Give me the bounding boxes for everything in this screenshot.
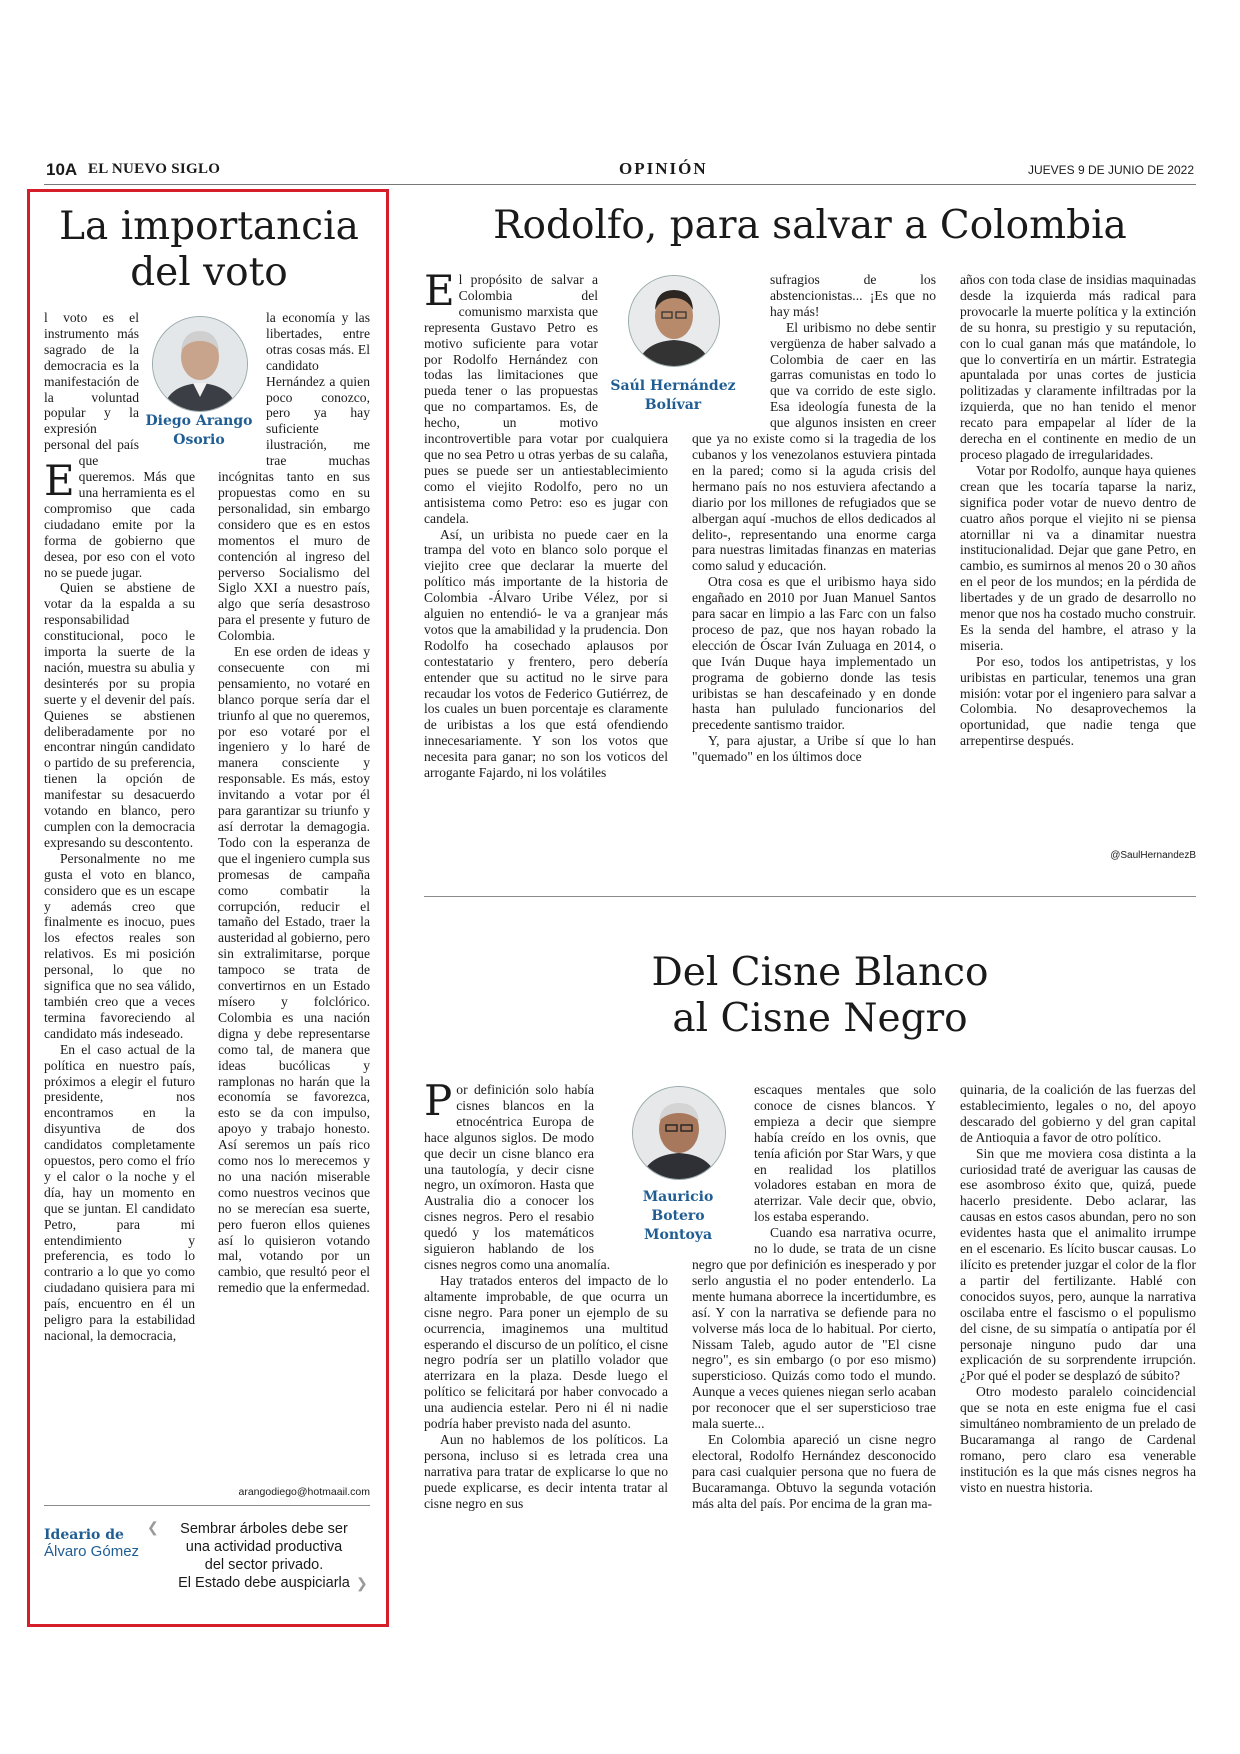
article3-title-line1: Del Cisne Blanco [651,950,989,995]
article3-title-line2: al Cisne Negro [672,995,968,1041]
text: l voto es el instrumento más sagrado de la democracia es la manifestación de la voluntad popular y la expresión personal del país que queremos. Más que una herramienta es el compromiso que cada ciudadano emite por la forma de gobierno que desea, por eso con el voto no se puede jugar. [44,310,195,580]
author-name-line1: Saúl Hernández [610,378,736,394]
spacer [165,462,195,464]
quote-close-icon: ❯ [356,1576,368,1592]
quote-line: una actividad productiva [185,1539,343,1555]
page-header [44,160,1196,185]
ideario-label-line1: Ideario de [44,1527,124,1543]
drop-cap: E [424,272,455,315]
article1-title-line1: La importancia [59,204,359,249]
article3-column2 [692,1082,936,1607]
quote-line: Sembrar árboles debe ser [180,1521,348,1537]
article2-title: Rodolfo, para salvar a Colombia [493,203,1127,248]
quote-line: del sector privado. [204,1557,324,1573]
article1-paragraph: la economía y las libertades, entre otras cosas más. El candidato Hernández a quien poco conozco, pero ya hay suficiente ilustración, me trae muchas incógnitas tanto en sus propuestas como en su personalidad, sin embargo considero que es en estos momentos el muro de contención al ingreso del perverso Socialismo del Siglo XXI a nuestro país, algo que sería desastroso para el presente y futuro de Colombia. [218,310,370,644]
ideario-quote [158,1520,370,1592]
author-name-line2: Osorio [173,432,225,448]
article2-paragraph: Por eso, todos los antipetristas, y los uribistas en particular, tenemos una gran misión: votar por el ingeniero para salvar a Colombia. No desaprovechemos la oportunidad, que nadie tenga que arrepentirse después. [960,653,1196,749]
text: l propósito de salvar a Colombia del comunismo marxista que representa Gustavo Petro es motivo suficiente para votar por Rodolfo Hernández con todas las limitaciones que pueda tener o las propuestas que no compartamos. Es, de hecho, un motivo incontrovertible para votar por cualquiera que no sea Petro u otras yerbas de su calaña, pues se puede ser un antiestablecimiento como el viejito Rodolfo, pero no un antisistema como Petro: eso es jugar con candela. [424,272,668,526]
article3-paragraph: En Colombia apareció un cisne negro electoral, Rodolfo Hernández desconocido para casi cualquier persona que no fuera de Bucaramanga. Obtuvo la segunda votación más alta del país. Por encima de la gran ma- [692,1431,936,1511]
article2-paragraph: años con toda clase de insidias maquinadas desde la izquierda más radical para provocarle la muerte política y la extinción de su honra, su prestigio y su reputación, con lo cual ganan más que matándole, lo que lo convertiría en un mártir. Estrategia apuntalada por unas cortes de justicia politizadas y claramente infiltradas por la izquierda, que no han tenido el menor recato para empapelar al líder de la derecha en el continente en medio de un proceso plagado de irregularidades. [960,272,1196,462]
article2-paragraph: Otra cosa es que el uribismo haya sido engañado en 2010 por Juan Manuel Santos para sacar en limpio a las Farc con un falso proceso de paz, que nos hayan robado la elección de Óscar Iván Zuluaga en 2014, o que Iván Duque haya implementado un programa de gobierno donde las tesis uribistas se han descafeinado y en donde hasta han pululado funcionarios del precedente santismo traidor. [692,574,936,733]
article3-paragraph: escaques mentales que solo conoce de cisnes blancos. Y empieza a decir que siempre había creído en los ovnis, que tenía afición por Star Wars, y que en realidad los platillos voladores estaban en mora de aterrizar. Vale decir que, obvio, los estaba esperando. [754,1082,936,1225]
section-divider [424,896,1196,897]
quote-open-icon: ❮ [147,1520,159,1536]
article1-paragraph: En el caso actual de la política en nuestro país, próximos a elegir el futuro presidente, nos encontramos en la disyuntiva de dos candidatos completamente opuestos, pero como el frío y el calor o la noche y el día, hay un momento en que se juntan. El candidato Petro, para mi entendimiento y preferencia, es todo lo contrario a lo que yo como ciudadano quisiera para mi país, encuentro en él un peligro para la estabilidad nacional, la democracia, [44,1041,195,1343]
ideario-label [44,1527,144,1560]
article3-paragraph: quinaria, de la coalición de las fuerzas del establecimiento, legales o no, del apoyo descarado del gobierno y del gran capital de Antioquia a favor de otro político. [960,1082,1196,1145]
author-name-line1: Mauricio [642,1189,714,1205]
issue-date: JUEVES 9 DE JUNIO DE 2022 [1027,163,1194,177]
drop-cap: P [424,1082,453,1125]
article3-paragraph: Sin que me moviera cosa distinta a la curiosidad traté de averiguar las causas de ese asombroso éxito que, quizá, puede hacerlo presidente. Debo aclarar, las causas en estos casos abundan, pero no son evidentes hasta que el animalito irrumpe en el escenario. Es lícito buscar causas. Lo ilícito es pretender juzgar el color de la flor a partir del fertilizante. Hablé con conocidos suyos, pero, aunque la narrativa oscilaba entre el fascismo o el populismo del cisne, de su simpatía o antipatía por él personaje ninguno pudo dar una explicación de su sorprendente irrupción. ¿Por qué el poder se desplazó de súbito? [960,1145,1196,1384]
divider [44,1505,370,1506]
article1-column2 [218,310,370,1490]
author-name-line3: Montoya [643,1227,713,1243]
photo-wrap-spacer [598,272,668,422]
article1-paragraph: Personalmente no me gusta el voto en blanco, considero que es un escape y además creo que finalmente es inocuo, pues los efectos reales son relativos. Es mi posición personal, lo que no significa que no sea válido, también creo que a veces termina favoreciendo al candidato más indeseado. [44,850,195,1041]
article2-paragraph: sufragios de los abstencionistas... ¡Es que no hay más! [770,272,936,319]
photo-wrap-spacer [594,1082,668,1250]
article3-title [610,950,1030,1041]
quote-line: El Estado debe auspiciarla [178,1575,350,1591]
article1-paragraph: Quien se abstiene de votar da la espalda a su responsabilidad constitucional, poco le importa la suerte de la nación, muestra su abulia y desinterés por su propia suerte y el devenir del país. Quienes se abstienen deliberadamente por no encontrar ningún candidato o partido de su preferencia, tienen la opción de manifestar su desacuerdo votando en blanco, pero cumplen con la democracia expresando su descontento. [44,580,195,850]
article1-column1 [44,310,195,1505]
article3-column3 [960,1082,1196,1607]
article2-paragraph: Votar por Rodolfo, aunque haya quienes crean que les tocaría taparse la nariz, significa poder votar de nuevo dentro de cuatro años porque el viejito ni se piensa atornillar ni va a dinamitar nuestra institucionalidad. Dejar que gane Petro, en cambio, es sumirnos al menos 20 o 30 años en el peor de los mundos; en la pérdida de libertades y de un grado de desarrollo no menor que nos ha costado mucho construir. Es la senda del hambre, el atraso y la miseria. [960,462,1196,653]
ideario-label-line2: Álvaro Gómez [44,1543,140,1560]
newspaper-name: EL NUEVO SIGLO [88,161,221,177]
article2-paragraph: Y, para ajustar, a Uribe sí que lo han "quemado" en los últimos doce [692,733,936,765]
article2-paragraph: El uribismo no debe sentir vergüenza de haber salvado a Colombia de caer en las garras comunistas en todo lo que va corrido de este siglo. Esa ideología funesta de la que algunos insisten en creer que ya no existe como si la tragedia de los cubanos y los venezolanos estuviera pintada en la pared; como si la aguda crisis del hermano país no nos estuviera afectando a diario por los millones de refugiados que se albergan aquí -muchos de ellos dedicados al delito-, representando una enorme carga para nuestras limitadas finanzas en materias como salud y educación. [692,319,936,574]
section-name: OPINIÓN [619,159,708,178]
author-name-line2: Botero [651,1208,705,1224]
article3-column1 [424,1082,668,1607]
article3-paragraph: Aun no hablemos de los políticos. La persona, incluso si es letrada crea una narrativa para tratar de explicarse lo que no puede explicarse, es decir intenta tratar al cisne negro en sus [424,1431,668,1511]
article1-title-line2: del voto [130,249,288,295]
author-name-line2: Bolívar [644,397,702,413]
drop-cap: E [44,456,75,505]
article2-column3 [960,272,1196,847]
article2-column1 [424,272,668,892]
photo-wrap-spacer [692,272,770,422]
photo-wrap-spacer [692,1082,754,1250]
article1-email[interactable]: arangodiego@hotmaail.com [238,1486,370,1498]
article3-paragraph: Otro modesto paralelo coincidencial que se nota en este enigma fue el casi simultáneo nombramiento de un prelado de Bucaramanga al rango de Cardenal romano, pero claro esa venerable institución es la que más cisnes negros ha visto en nuestra historia. [960,1384,1196,1495]
photo-wrap-spacer [139,310,195,462]
article1-paragraph: En ese orden de ideas y consecuente con mi pensamiento, no votaré en blanco porque sería dar el triunfo al que no queremos, por eso votaré por el ingeniero y lo haré de manera consciente y responsable. Es más, estoy invitando a votar por él para garantizar su triunfo y así derrotar la demagogia. Todo con la esperanza de que el ingeniero cumpla sus promesas de campaña como combatir la corrupción, reducir el tamaño del Estado, traer la austeridad al gobierno, pero sin extralimitarse, porque tampoco se trata de convertirnos en un Estado mísero y folclórico. Colombia es una nación digna y debe representarse como tal, de manera que ideas bucólicas y ramplonas no harán que la economía se favorezca, esto se da con impulso, apoyo y trabajo honesto. Así seremos un país rico como nos lo merecemos y no una nación miserable como nuestros vecinos que no se merecían esa suerte, pero fueron ellos quienes así lo quisieron votando mal, votando por un cambio, que resultó peor el remedio que la enfermedad. [218,644,370,1296]
article1-title [36,204,382,295]
article2-paragraph: Así, un uribista no puede caer en la trampa del voto en blanco solo porque el viejito cree que declarar la muerte del político más importante de la historia de Colombia -Álvaro Uribe Vélez, por si alguien no entendió- le va a granjear más votos que la amabilidad y la prudencia. Don Rodolfo ha cosechado aplausos por contestatario y frentero, pero debería entender que su actitud no le sirve para recaudar los votos de Federico Gutiérrez, de los cuales un buen porcentaje es claramente de uribistas a los que está ofendiendo innecesariamente. Y son los votos que necesita para ganar; no son los voticos del arrogante Fajardo, ni los volátiles [424,526,668,781]
page-number: 10A [46,160,78,179]
photo-wrap-spacer [218,310,266,460]
article2-author-handle[interactable]: @SaulHernandezB [1110,850,1196,861]
article3-paragraph: Cuando esa narrativa ocurre, no lo dude, se trata de un cisne negro que por definición es inesperado y por serlo angustia el no poder entenderlo. La mente humana aborrece la incertidumbre, es así. Y con la narrativa se defiende para no volverse más loca de lo habitual. Por cierto, Nissam Taleb, agudo autor de "El cisne negro", es sin embargo (o por eso mismo) supersticioso. Quizás como todo el mundo. Aunque a veces quienes niegan serlo acaban por reconocer que el ser supersticioso trae mala suerte... [692,1225,936,1432]
article3-paragraph: Hay tratados enteros del impacto de lo altamente improbable, de que ocurra un cisne negro. Para poner un ejemplo de su ocurrencia, imaginemos una multitud esperando el discurso de un político, el cisne negro podría ser un platillo volador que aterrizara en la plaza. Desde luego el político se felicitará por haber convocado a una audiencia estelar. Pero ni él ni nadie podría haber previsto nada del asunto. [424,1272,668,1432]
author-name-line1: Diego Arango [145,413,253,429]
article2-column2 [692,272,936,892]
text: or definición solo había cisnes blancos en la etnocéntrica Europa de hace algunos siglos. De modo que decir un cisne blanco era una tautología, y decir cisne negro, un oxímoron. Hasta que Australia dio a conocer los cisnes negros. Pero el resabio quedó y los matemáticos siguieron hablando de los cisnes negros como una anomalía. [424,1082,611,1272]
